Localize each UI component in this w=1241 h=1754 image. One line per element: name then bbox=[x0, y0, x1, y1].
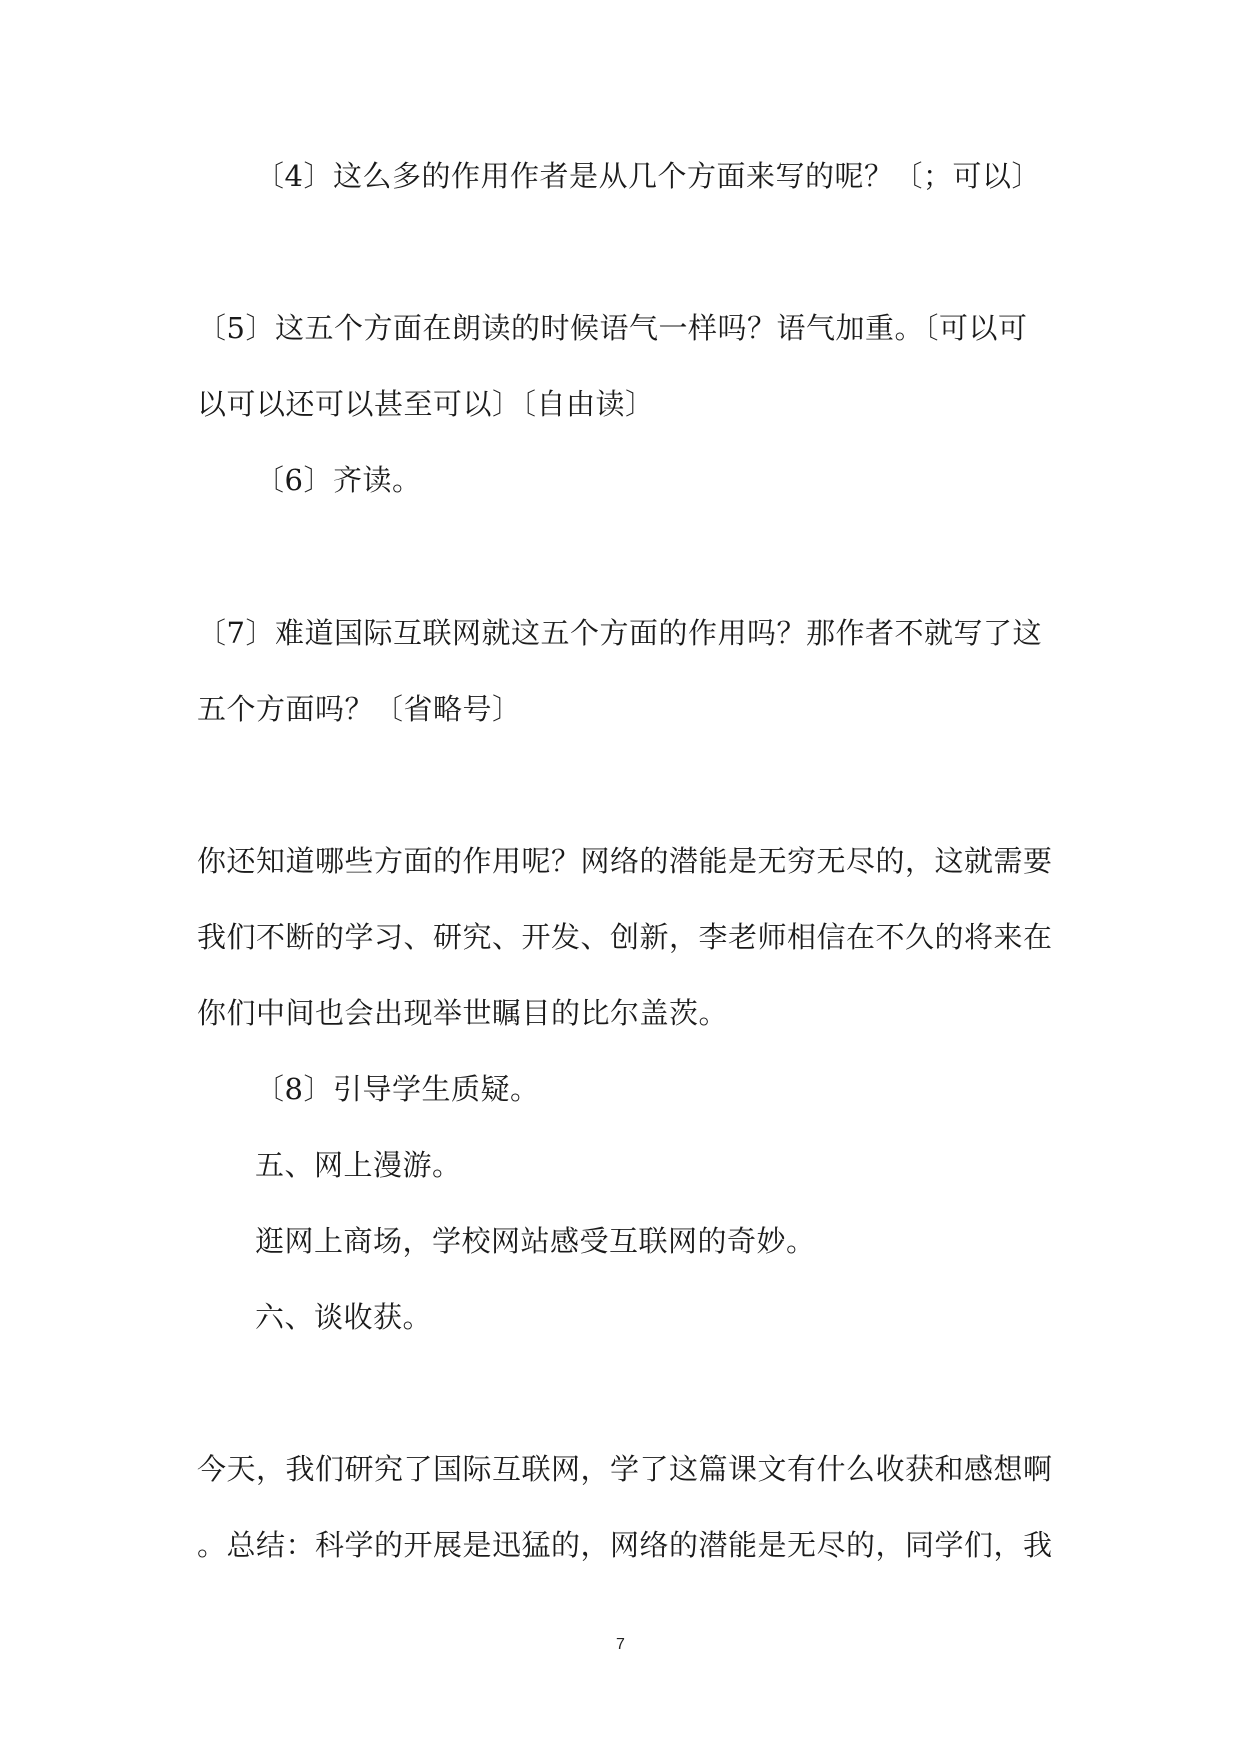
text-line-12: 逛网上商场，学校网站感受互联网的奇妙。 bbox=[255, 1224, 816, 1258]
text-line-5: 〔7〕难道国际互联网就这五个方面的作用吗？那作者不就写了这 bbox=[197, 616, 1042, 650]
text-line-1: 〔4〕这么多的作用作者是从几个方面来写的呢？〔；可以〕 bbox=[255, 159, 1041, 193]
text-line-9: 你们中间也会出现举世瞩目的比尔盖茨。 bbox=[197, 996, 729, 1030]
text-line-3: 以可以还可以甚至可以〕〔自由读〕 bbox=[197, 387, 655, 421]
text-line-10: 〔8〕引导学生质疑。 bbox=[255, 1072, 540, 1106]
text-line-4: 〔6〕齐读。 bbox=[255, 463, 422, 497]
text-line-14: 今天，我们研究了国际互联网，学了这篇课文有什么收获和感想啊 bbox=[197, 1452, 1053, 1486]
text-line-15: 。总结：科学的开展是迅猛的，网络的潜能是无尽的，同学们，我 bbox=[197, 1528, 1053, 1562]
page-number: 7 bbox=[616, 1636, 625, 1653]
text-line-8: 我们不断的学习、研究、开发、创新，李老师相信在不久的将来在 bbox=[197, 920, 1053, 954]
text-line-11: 五、网上漫游。 bbox=[255, 1148, 462, 1182]
text-line-13: 六、谈收获。 bbox=[255, 1300, 433, 1334]
text-line-6: 五个方面吗？〔省略号〕 bbox=[197, 692, 522, 726]
text-line-7: 你还知道哪些方面的作用呢？网络的潜能是无穷无尽的，这就需要 bbox=[197, 844, 1053, 878]
text-line-2: 〔5〕这五个方面在朗读的时候语气一样吗？语气加重。〔可以可 bbox=[197, 311, 1028, 345]
